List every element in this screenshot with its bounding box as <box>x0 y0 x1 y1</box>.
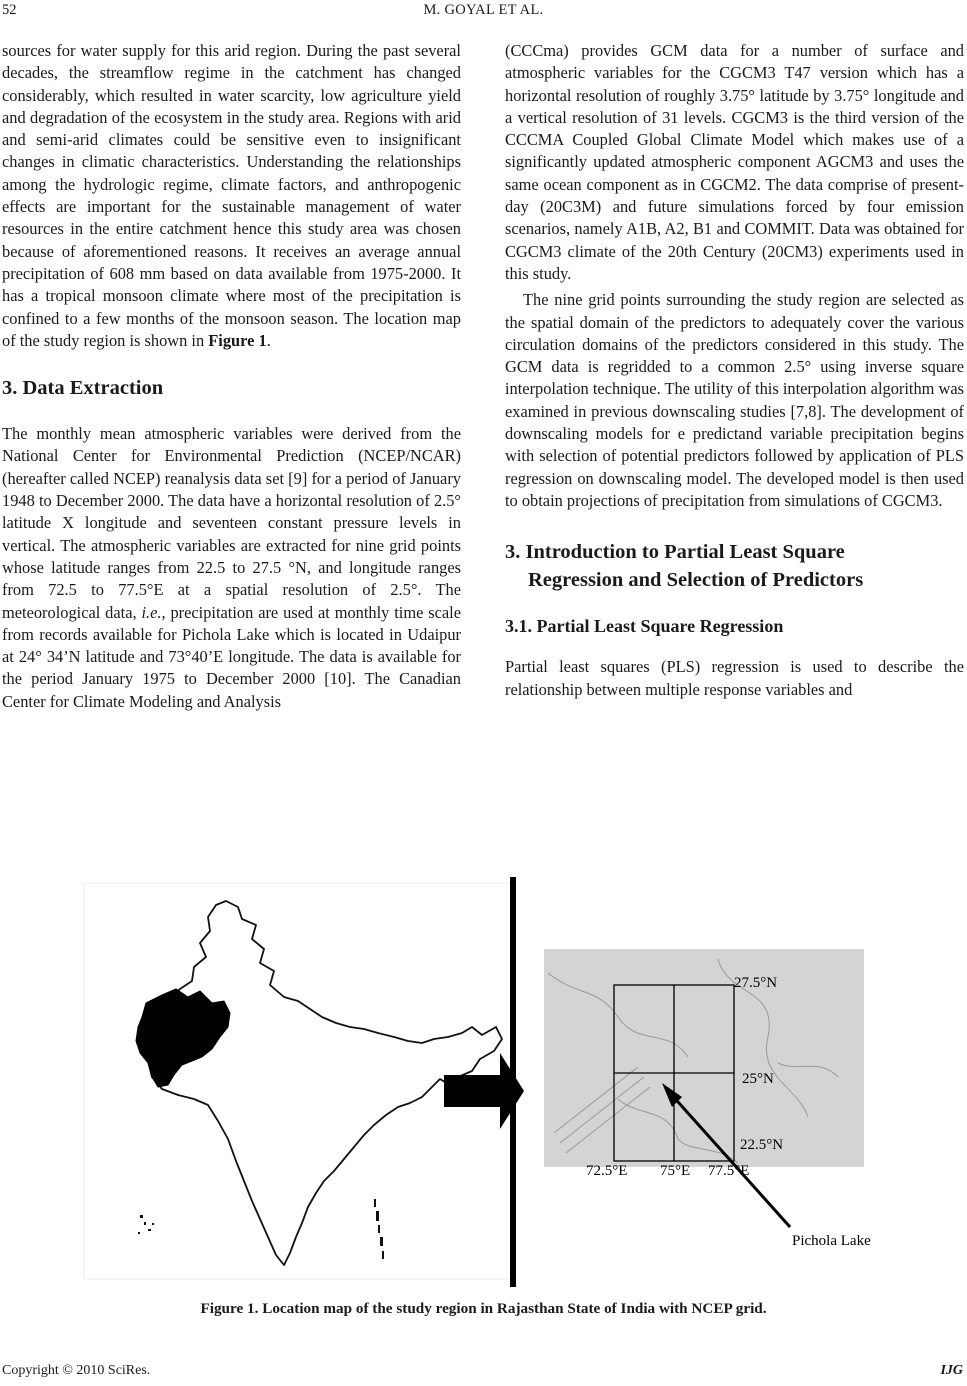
journal-abbreviation: IJG <box>940 1363 963 1378</box>
lat-label-25: 25°N <box>742 1071 774 1087</box>
left-paragraph-2-text-a: The monthly mean atmospheric variables were derived from the National Center for Environmental Prediction (NCEP/NCAR) (hereafter called NCEP) reanalysis data set [9] for a period of January 1948 to December 2000. The data have a horizontal resolution of 2.5° latitude X longitude and seventeen constant pressure levels in vertical. The atmospheric variables are extracted for nine grid points whose latitude ranges from 22.5 to 27.5 °N, and longitude ranges from 72.5 to 77.5°E at a spatial resolution of 2.5°. The meteorological data, <box>2 424 461 622</box>
subsection-3-1-title: 3.1. Partial Least Square Regression <box>505 616 784 637</box>
vertical-divider <box>510 877 516 1287</box>
figure-1-reference[interactable]: Figure 1 <box>208 330 267 350</box>
page-number: 52 <box>2 2 17 18</box>
lat-label-27-5: 27.5°N <box>734 975 778 991</box>
right-paragraph-3: Partial least squares (PLS) regression is used to describe the relationship between multiple response variables and <box>505 657 964 699</box>
lon-label-72-5: 72.5°E <box>586 1163 628 1179</box>
left-paragraph-1-text: sources for water supply for this arid region. During the past several decades, the streamflow regime in the catchment has changed considerably, which resulted in water scarcity, low agriculture yield and degradation of the ecosystem in the study area. Regions with arid and semi-arid climates could be sensitive even to insignificant changes in climatic characteristics. Understanding the relationships among the hydrologic regime, climate factors, and anthropogenic effects are important for the sustainable management of water resources in the entire catchment hence this study area was chosen because of aforementioned reasons. It receives an average annual precipitation of 608 mm based on data available from 1975-2000. It has a tropical monsoon climate where most of the precipitation is confined to a few months of the monsoon season. The location map of the study region is shown in <box>2 41 461 350</box>
figure-1 <box>78 877 908 1287</box>
right-paragraph-2: The nine grid points surrounding the study region are selected as the spatial domain of the predictors to adequately cover the various circulation domains of the predictors considered in this study. The GCM data is regridded to a common 2.5° using inverse square interpolation technique. The utility of this interpolation algorithm was examined in previous downscaling studies [7,8]. The development of downscaling models for e predictand variable precipitation begins with selection of potential predictors followed by application of PLS regression on downscaling model. The developed model is then used to obtain projections of precipitation from simulations of CGCM3. <box>505 290 965 510</box>
figure-1-graphic <box>78 877 908 1287</box>
region-map-background <box>544 949 864 1167</box>
section-3-intro-title-line-1: 3. Introduction to Partial Least Square <box>505 541 845 564</box>
left-paragraph-2-text-b: , precipitation are used at monthly time scale from records available for Pichola Lake which is located in Udaipur at 24° 34’N latitude and 73°40’E longitude. The data is available for the period January 1975 to December 2000 [10]. The Canadian Center for Climate Modeling and Analysis <box>2 602 461 711</box>
section-3-data-extraction-title: 3. Data Extraction <box>2 377 164 400</box>
left-paragraph-1-end: . <box>266 330 271 350</box>
ie-abbreviation: i.e. <box>141 602 162 622</box>
left-paragraph-1 <box>2 40 461 352</box>
lon-label-75: 75°E <box>660 1163 691 1179</box>
lat-label-22-5: 22.5°N <box>740 1137 784 1153</box>
pichola-lake-label: Pichola Lake <box>792 1233 871 1249</box>
page-header <box>0 2 967 22</box>
left-paragraph-2 <box>2 423 461 713</box>
copyright-notice: Copyright © 2010 SciRes. <box>2 1363 151 1378</box>
lon-label-77-5: 77.5°E <box>708 1163 750 1179</box>
right-paragraph-1: (CCCma) provides GCM data for a number of surface and atmospheric variables for the CGCM3 T47 version which has a horizontal resolution of roughly 3.75° latitude by 3.75° longitude and a vertical resolution of 31 levels. CGCM3 is the third version of the CCCMA Coupled Global Climate Model which makes use of a significantly updated atmospheric component AGCM3 and uses the same ocean component as in CGCM2. The data comprise of present-day (20C3M) and future simulations forced by four emission scenarios, namely A1B, A2, B1 and COMMIT. Data was obtained for CGCM3 climate of the 20th Century (20CM3) experiments used in this study. <box>505 41 964 283</box>
figure-1-caption: Figure 1. Location map of the study region in Rajasthan State of India with NCEP grid. <box>200 1300 767 1317</box>
section-3-intro-title-line-2: Regression and Selection of Predictors <box>528 569 864 592</box>
running-head: M. GOYAL ET AL. <box>423 2 544 18</box>
right-column <box>505 40 964 701</box>
left-column <box>2 40 461 713</box>
